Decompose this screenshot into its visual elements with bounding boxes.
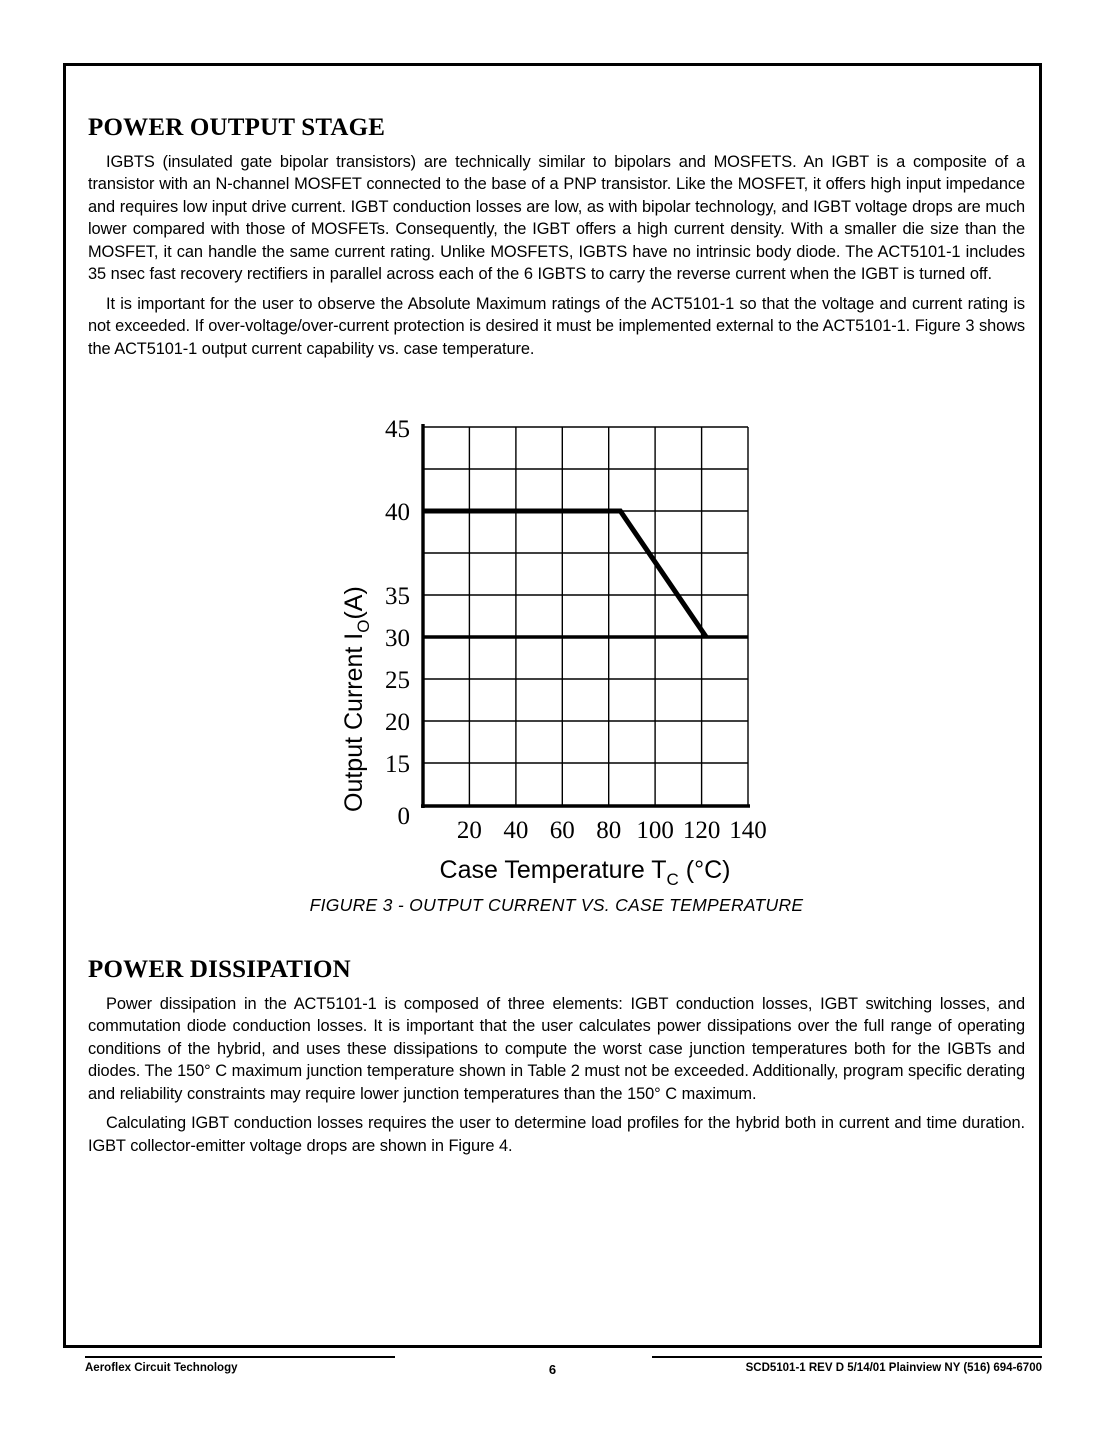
- page-content: [88, 114, 1025, 1157]
- svg-text:Output Current IO(A): [340, 586, 373, 812]
- page-footer: [63, 1356, 1042, 1396]
- footer-left-rule: [85, 1356, 395, 1358]
- footer-page-number: 6: [548, 1362, 557, 1377]
- page-border: [63, 63, 1042, 1348]
- svg-text:Case Temperature TC (°C): [440, 856, 731, 889]
- paragraph-power-dissipation-elements: Power dissipation in the ACT5101-1 is composed of three elements: IGBT conduction losses, IGBT switching losses, and commutation diode conduction losses. It is important that the user calculates power dissipations over the full range of operating conditions of the hybrid, and uses these dissipations to compute the worst case junction temperatures both for the IGBTs and diodes. The 150° C maximum junction temperature shown in Table 2 must not be exceeded. Additionally, program specific derating and reliability constraints may require lower junction temperatures than the 150° C maximum.: [88, 994, 1025, 1103]
- chart-svg: [88, 406, 1025, 889]
- x-tick-label: 80: [596, 817, 622, 844]
- footer-right-rule: [652, 1356, 1042, 1358]
- section-heading-power-dissipation: POWER DISSIPATION: [88, 956, 351, 983]
- output-current-vs-case-temperature-chart: [88, 406, 1025, 889]
- y-tick-label-zero: 0: [397, 803, 410, 830]
- x-axis-title-main: Case Temperature T: [439, 856, 667, 884]
- y-tick-labels: [385, 416, 410, 830]
- paragraph-absolute-max-ratings: It is important for the user to observe the Absolute Maximum ratings of the ACT5101-1 so that the voltage and current rating is not exceeded. If over-voltage/over-current protection is desired it must be implemented external to the ACT5101-1. Figure 3 shows the ACT5101-1 output current capability vs. case temperature.: [88, 294, 1025, 358]
- x-tick-label: 40: [503, 817, 529, 844]
- y-axis-title-main: Output Current I: [340, 632, 368, 812]
- derating-curve: [423, 511, 706, 637]
- x-tick-labels: [457, 817, 767, 844]
- y-tick-label: 40: [385, 499, 410, 526]
- section-heading-power-output-stage: POWER OUTPUT STAGE: [88, 114, 386, 141]
- x-axis-title-sub: C: [666, 870, 679, 889]
- axis-lines: [421, 424, 750, 808]
- y-axis-title-unit: (A): [340, 586, 368, 620]
- x-tick-label: 120: [682, 817, 721, 844]
- figure-3-block: [88, 406, 1025, 936]
- y-tick-label: 25: [385, 667, 410, 694]
- horizontal-gridlines: [423, 427, 748, 763]
- y-tick-label: 15: [385, 751, 410, 778]
- x-axis-title: [440, 856, 731, 889]
- y-tick-label: 45: [385, 416, 410, 443]
- x-tick-label: 60: [549, 817, 575, 844]
- paragraph-conduction-losses: Calculating IGBT conduction losses requires the user to determine load profiles for the hybrid both in current and time duration. IGBT collector-emitter voltage drops are shown in Figure 4.: [88, 1114, 1025, 1155]
- x-tick-label: 20: [456, 817, 482, 844]
- paragraph-igbts-overview: IGBTS (insulated gate bipolar transistors) are technically similar to bipolars and MOSFETS. An IGBT is a composite of a transistor with an N-channel MOSFET connected to the base of a PNP transistor. Like the MOSFET, it offers high input impedance and requires low input drive current. IGBT conduction losses are low, as with bipolar technology, and IGBT voltage drops are much lower compared with those of MOSFETs. Consequently, the IGBT offers a high current density. With a smaller die size than the MOSFET, it can handle the same current rating. Unlike MOSFETS, IGBTS have no intrinsic body diode. The ACT5101-1 includes 35 nsec fast recovery rectifiers in parallel across each of the 6 IGBTS to carry the reverse current when the IGBT is turned off.: [88, 152, 1025, 283]
- y-axis-title-sub: O: [354, 619, 373, 633]
- y-axis-title: [340, 586, 373, 812]
- y-tick-label: 30: [385, 625, 410, 652]
- x-tick-label: 140: [729, 817, 767, 844]
- x-tick-label: 100: [636, 817, 674, 844]
- footer-company-name: Aeroflex Circuit Technology: [85, 1362, 238, 1374]
- footer-document-info: SCD5101-1 REV D 5/14/01 Plainview NY (516) 694-6700: [745, 1362, 1042, 1374]
- figure-3-caption: FIGURE 3 - OUTPUT CURRENT VS. CASE TEMPERATURE: [309, 895, 804, 915]
- vertical-gridlines: [469, 427, 748, 806]
- y-tick-label: 35: [385, 583, 410, 610]
- x-axis-title-unit: (°C): [678, 856, 731, 884]
- y-tick-label: 20: [385, 709, 410, 736]
